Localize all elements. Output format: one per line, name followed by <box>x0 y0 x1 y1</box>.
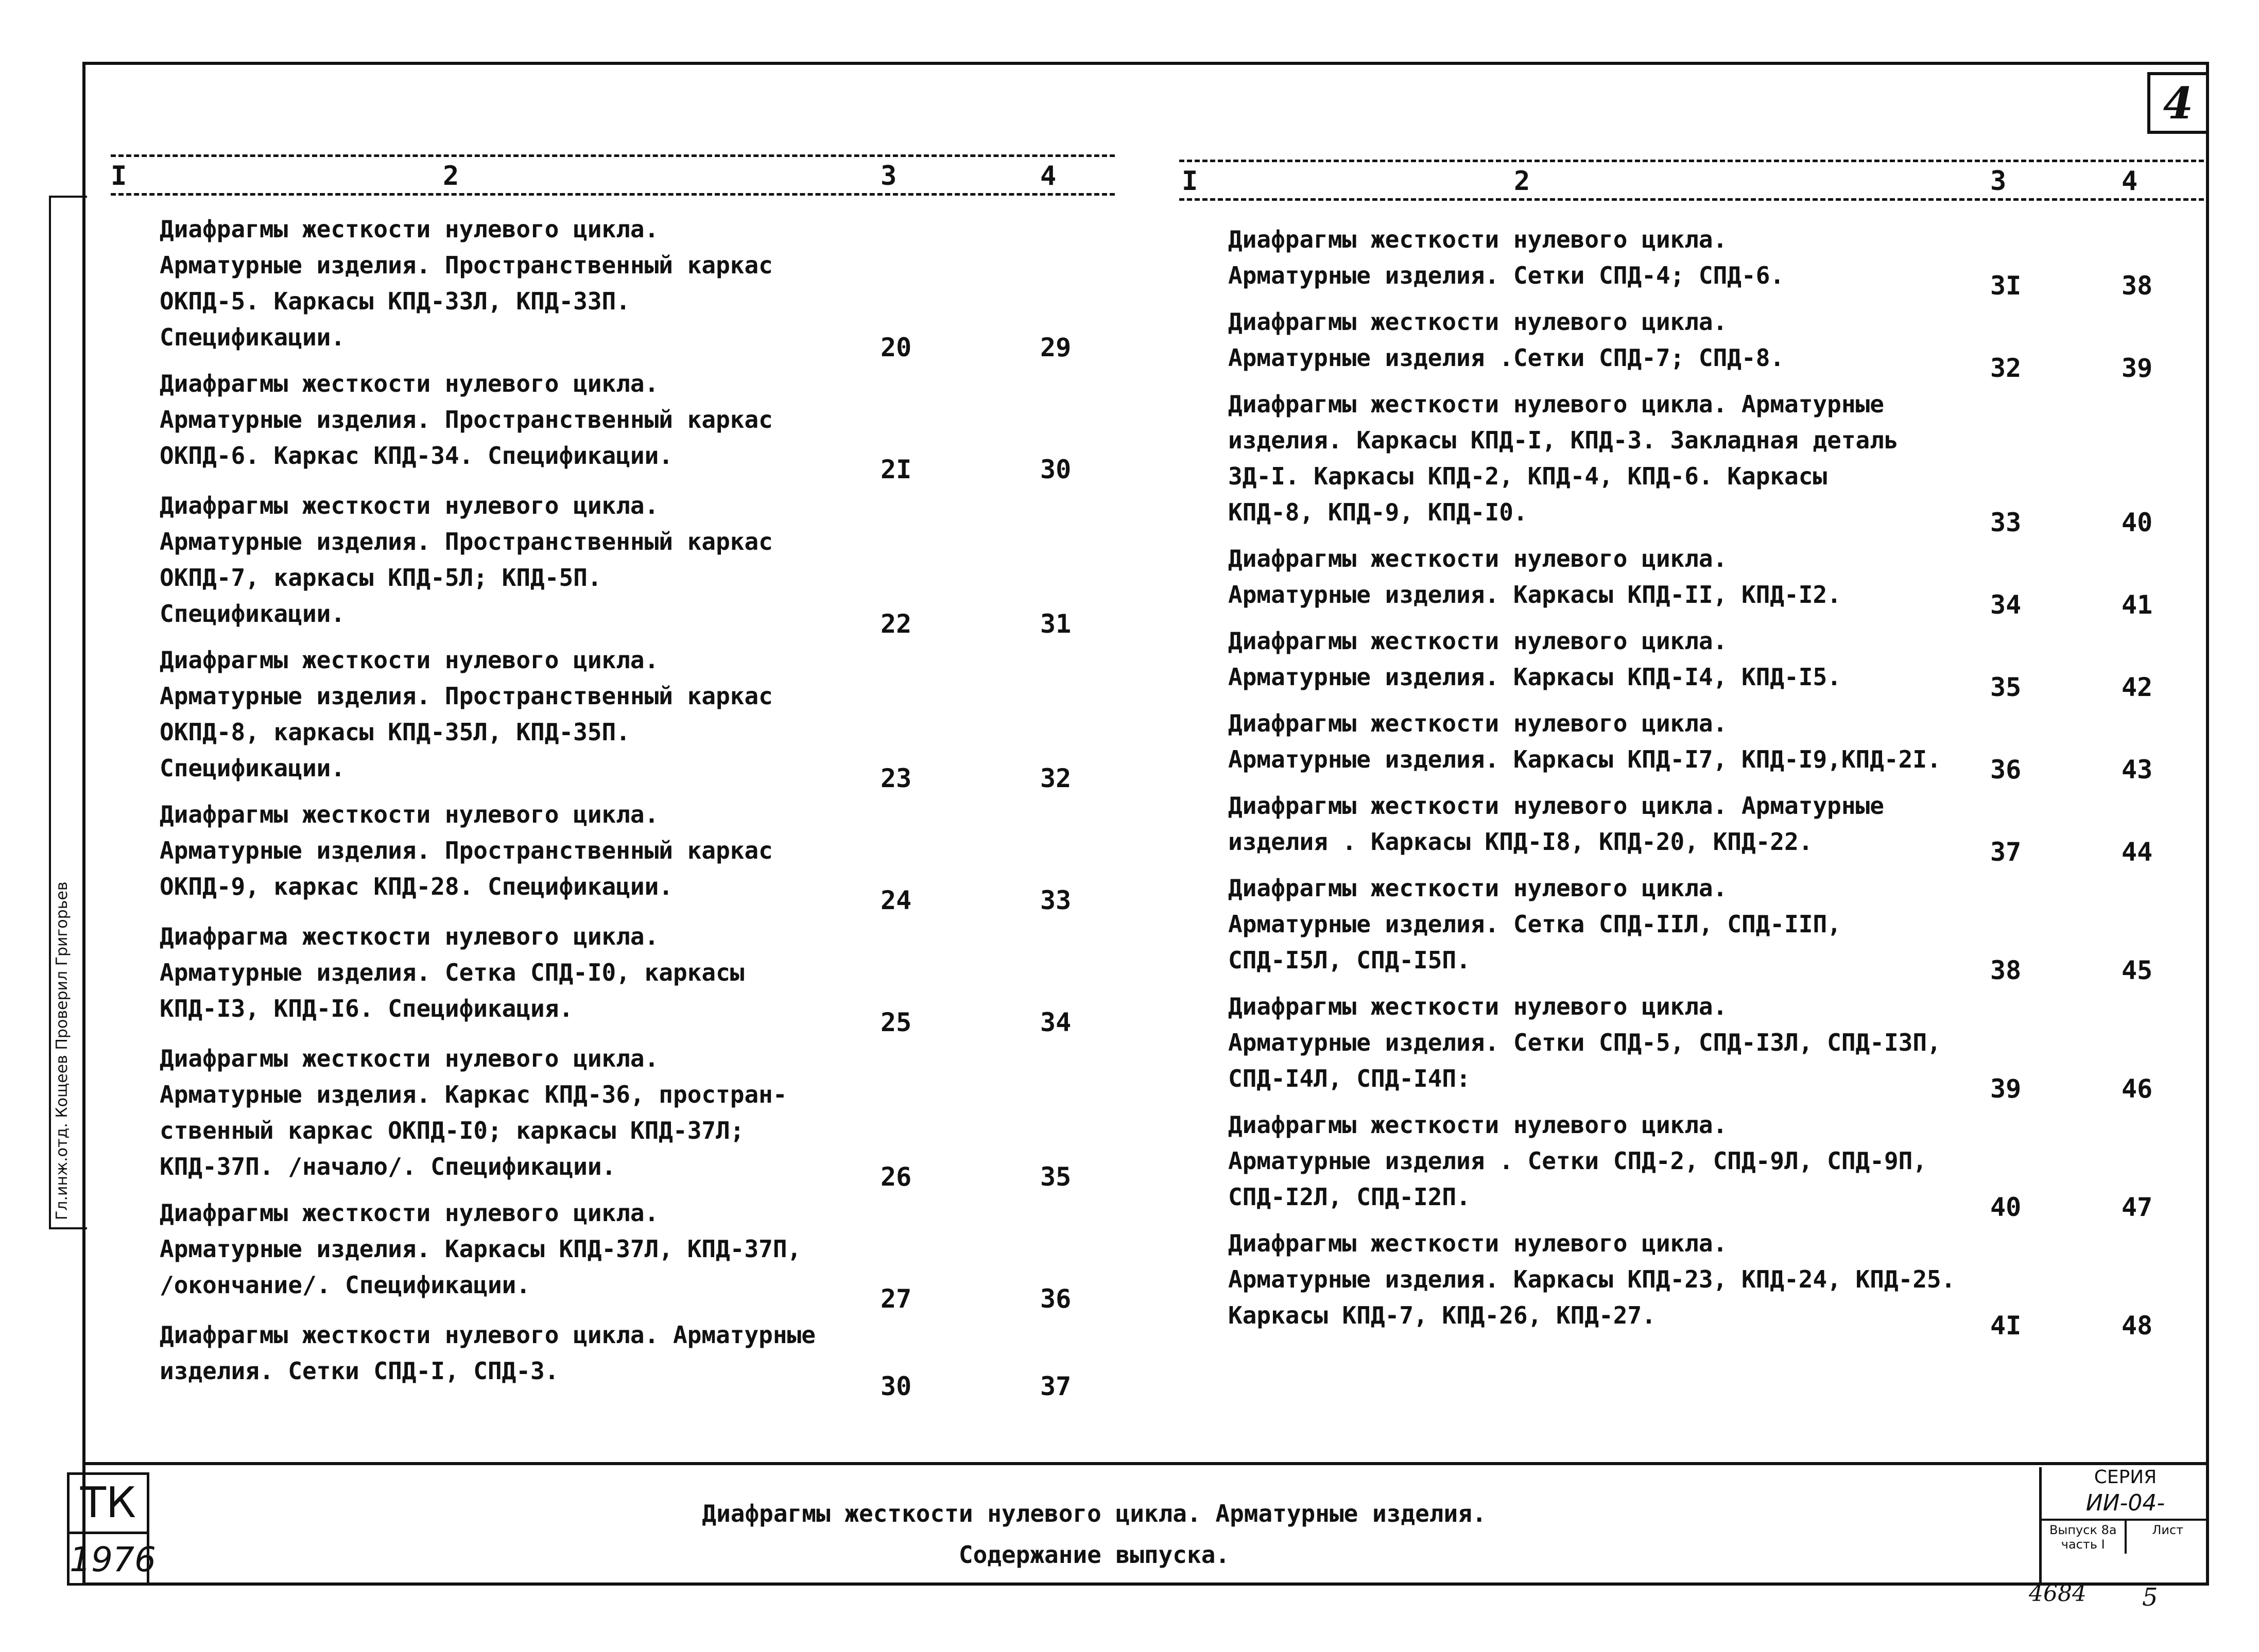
entry-title: Диафрагмы жесткости нулевого цикла. Арматурные изделия. Сетки СПД-5, СПД-I3Л, СПД-I3П, СПД-I4Л, СПД-I4П: <box>1228 993 1941 1092</box>
entry-page: 29 <box>1040 333 1072 362</box>
entry-sheet: 35 <box>1990 672 2022 702</box>
entry-page: 31 <box>1040 609 1072 639</box>
entry-sheet: 38 <box>1990 955 2022 985</box>
series-stamp <box>2039 1467 2209 1586</box>
entry-sheet: 36 <box>1990 755 2022 785</box>
list-item <box>1228 1225 2181 1344</box>
left-header-bottom-rule <box>111 193 1115 196</box>
list-item <box>160 918 1087 1040</box>
entry-page: 34 <box>1040 1007 1072 1037</box>
entry-sheet: 37 <box>1990 837 2022 867</box>
page-footer-number: 5 <box>2142 1583 2158 1612</box>
left-col-4-header: 4 <box>1040 161 1057 192</box>
left-contents-list <box>160 211 1087 1404</box>
tk-stamp <box>67 1472 156 1586</box>
list-item <box>1228 623 2181 705</box>
list-item <box>1228 221 2181 304</box>
entry-page: 48 <box>2122 1311 2153 1341</box>
entry-title: Диафрагмы жесткости нулевого цикла. Арматурные изделия . Каркасы КПД-I8, КПД-20, КПД-22. <box>1228 792 1884 856</box>
entry-page: 47 <box>2122 1192 2153 1222</box>
entry-sheet: 27 <box>881 1284 912 1314</box>
entry-title: Диафрагмы жесткости нулевого цикла. Арматурные изделия. Пространственный каркас ОКПД-8, каркасы КПД-35Л, КПД-35П. Спецификации. <box>160 646 773 782</box>
entry-title: Диафрагмы жесткости нулевого цикла. Арматурные изделия . Сетки СПД-2, СПД-9Л, СПД-9П, СПД-I2Л, СПД-I2П. <box>1228 1111 1927 1211</box>
series-label: СЕРИЯ <box>2094 1467 2157 1488</box>
list-item <box>160 211 1087 366</box>
entry-title: Диафрагмы жесткости нулевого цикла. Арматурные изделия. Пространственный каркас ОКПД-9, каркас КПД-28. Спецификации. <box>160 801 773 900</box>
left-col-1-header: I <box>111 161 127 192</box>
left-header-top-rule <box>111 154 1115 157</box>
list-item <box>160 1040 1087 1195</box>
list-item <box>160 642 1087 796</box>
list-item <box>1228 541 2181 623</box>
entry-title: Диафрагмы жесткости нулевого цикла. Арматурные изделия. Каркасы КПД-I, КПД-3. Закладная деталь ЗД-I. Каркасы КПД-2, КПД-4, КПД-6. Каркасы КПД-8, КПД-9, КПД-I0. <box>1228 390 1899 526</box>
entry-sheet: 30 <box>881 1371 912 1401</box>
entry-sheet: 32 <box>1990 353 2022 383</box>
tk-label: ТК <box>70 1475 147 1534</box>
document-title: Диафрагмы жесткости нулевого цикла. Арматурные изделия. <box>702 1500 1487 1527</box>
entry-sheet: 3I <box>1990 271 2022 301</box>
entry-page: 43 <box>2122 755 2153 785</box>
list-item <box>160 1195 1087 1317</box>
entry-page: 42 <box>2122 672 2153 702</box>
entry-title: Диафрагмы жесткости нулевого цикла. Арматурные изделия. Каркас КПД-36, простран- ственный каркас ОКПД-I0; каркасы КПД-37Л; КПД-37П. /начало/. Спецификации. <box>160 1045 787 1180</box>
list-item <box>160 488 1087 642</box>
entry-title: Диафрагма жесткости нулевого цикла. Арматурные изделия. Сетка СПД-I0, каркасы КПД-I3, КПД-I6. Спецификация. <box>160 923 745 1022</box>
issue-label: Выпуск 8а часть I <box>2042 1521 2127 1554</box>
entry-title: Диафрагмы жесткости нулевого цикла. Арматурные изделия. Каркасы КПД-I4, КПД-I5. <box>1228 627 1841 691</box>
entry-sheet: 40 <box>1990 1192 2022 1222</box>
entry-title: Диафрагмы жесткости нулевого цикла. Арматурные изделия. Каркасы КПД-37Л, КПД-37П, /окончание/. Спецификации. <box>160 1199 802 1299</box>
left-col-2-header: 2 <box>443 161 459 192</box>
side-stamp-label: Гл.инж.отд. Кощеев Проверил Григорьев <box>53 881 71 1220</box>
entry-title: Диафрагмы жесткости нулевого цикла. Арматурные изделия. Сетки СПД-I, СПД-3. <box>160 1321 816 1385</box>
list-item <box>1228 1107 2181 1225</box>
left-col-3-header: 3 <box>881 161 897 192</box>
list-item <box>1228 304 2181 386</box>
entry-sheet: 4I <box>1990 1311 2022 1341</box>
entry-page: 40 <box>2122 508 2153 537</box>
entry-title: Диафрагмы жесткости нулевого цикла. Арматурные изделия .Сетки СПД-7; СПД-8. <box>1228 308 1785 372</box>
entry-sheet: 22 <box>881 609 912 639</box>
entry-title: Диафрагмы жесткости нулевого цикла. Арматурные изделия. Каркасы КПД-23, КПД-24, КПД-25. Каркасы КПД-7, КПД-26, КПД-27. <box>1228 1229 1956 1329</box>
entry-page: 45 <box>2122 955 2153 985</box>
right-header-bottom-rule <box>1179 198 2204 201</box>
entry-sheet: 2I <box>881 455 912 484</box>
entry-page: 44 <box>2122 837 2153 867</box>
entry-title: Диафрагмы жесткости нулевого цикла. Арматурные изделия. Пространственный каркас ОКПД-5. Каркасы КПД-33Л, КПД-33П. Спецификации. <box>160 215 773 351</box>
series-value: ИИ-04- <box>2042 1488 2209 1521</box>
list-item <box>1228 386 2181 541</box>
entry-page: 33 <box>1040 885 1072 915</box>
document-subtitle: Содержание выпуска. <box>958 1541 1230 1569</box>
right-col-4-header: 4 <box>2122 166 2138 197</box>
entry-page: 46 <box>2122 1074 2153 1104</box>
list-item <box>1228 705 2181 788</box>
entry-title: Диафрагмы жесткости нулевого цикла. Арматурные изделия. Каркасы КПД-II, КПД-I2. <box>1228 545 1841 608</box>
entry-page: 35 <box>1040 1162 1072 1192</box>
title-block-rule <box>82 1462 2209 1465</box>
list-item <box>160 796 1087 918</box>
entry-sheet: 24 <box>881 885 912 915</box>
sheet-label: Лист <box>2152 1523 2184 1537</box>
entry-page: 37 <box>1040 1371 1072 1401</box>
entry-page: 39 <box>2122 353 2153 383</box>
entry-sheet: 34 <box>1990 590 2022 620</box>
entry-sheet: 25 <box>881 1007 912 1037</box>
series-row <box>2042 1521 2209 1554</box>
entry-sheet: 39 <box>1990 1074 2022 1104</box>
entry-title: Диафрагмы жесткости нулевого цикла. Арматурные изделия. Пространственный каркас ОКПД-6. Каркас КПД-34. Спецификации. <box>160 370 773 469</box>
entry-sheet: 33 <box>1990 508 2022 537</box>
right-header-top-rule <box>1179 160 2204 162</box>
entry-sheet: 26 <box>881 1162 912 1192</box>
entry-sheet: 20 <box>881 333 912 362</box>
title-block <box>154 1493 2034 1575</box>
entry-title: Диафрагмы жесткости нулевого цикла. Арматурные изделия. Сетка СПД-IIЛ, СПД-IIП, СПД-I5Л, СПД-I5П. <box>1228 874 1841 974</box>
right-col-3-header: 3 <box>1990 166 2007 197</box>
entry-page: 38 <box>2122 271 2153 301</box>
right-col-2-header: 2 <box>1514 166 1530 197</box>
page-number-box: 4 <box>2147 72 2209 134</box>
entry-page: 32 <box>1040 763 1072 793</box>
right-contents-list <box>1228 221 2181 1344</box>
list-item <box>160 1317 1087 1404</box>
entry-page: 41 <box>2122 590 2153 620</box>
entry-title: Диафрагмы жесткости нулевого цикла. Арматурные изделия. Сетки СПД-4; СПД-6. <box>1228 225 1785 289</box>
list-item <box>1228 988 2181 1107</box>
right-col-1-header: I <box>1182 166 1198 197</box>
entry-title: Диафрагмы жесткости нулевого цикла. Арматурные изделия. Пространственный каркас ОКПД-7, каркасы КПД-5Л; КПД-5П. Спецификации. <box>160 492 773 628</box>
list-item <box>1228 870 2181 988</box>
stamp-number: 4684 <box>2029 1580 2086 1607</box>
entry-page: 30 <box>1040 455 1072 484</box>
entry-title: Диафрагмы жесткости нулевого цикла. Арматурные изделия. Каркасы КПД-I7, КПД-I9,КПД-2I. <box>1228 709 1941 773</box>
tk-year: 1976 <box>70 1540 156 1579</box>
entry-page: 36 <box>1040 1284 1072 1314</box>
list-item <box>160 366 1087 488</box>
entry-sheet: 23 <box>881 763 912 793</box>
list-item <box>1228 788 2181 870</box>
